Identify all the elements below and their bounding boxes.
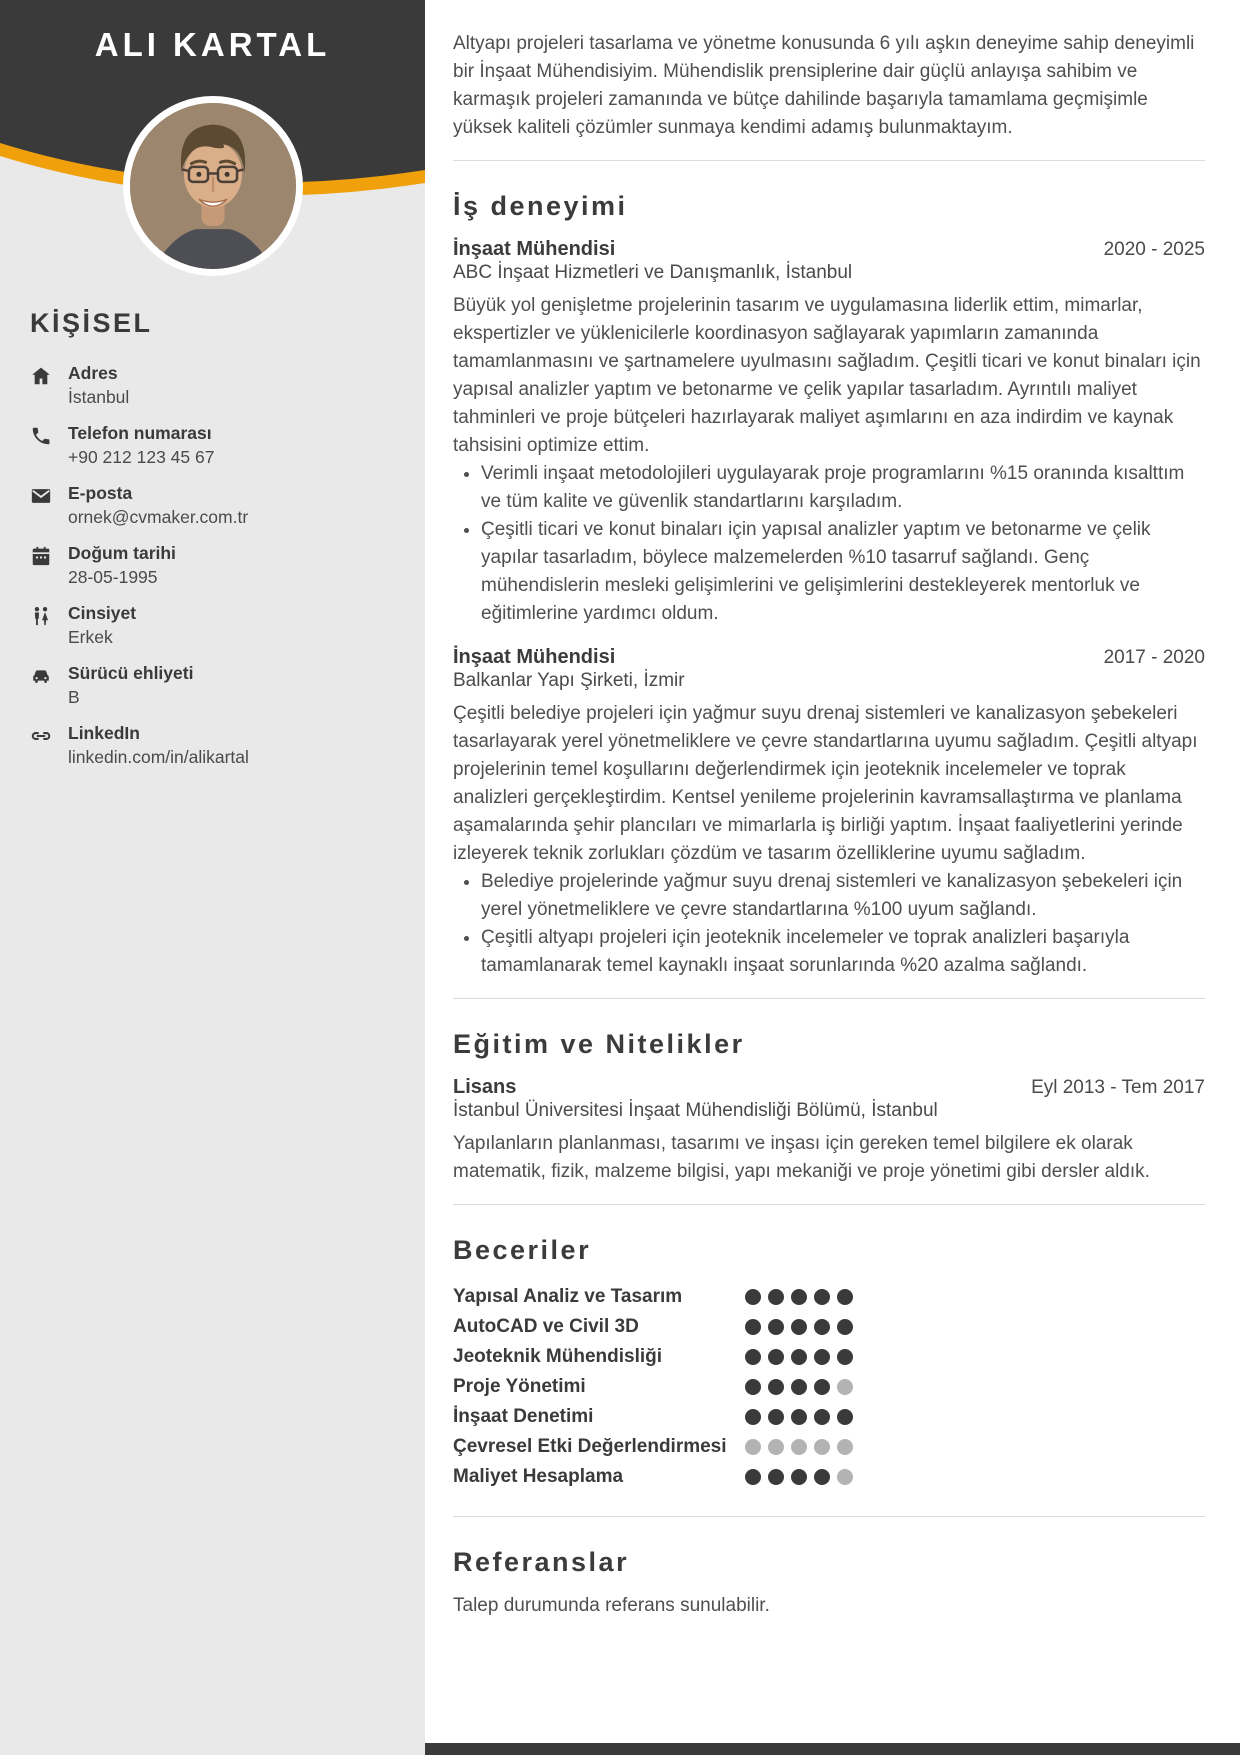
rating-dot	[745, 1439, 761, 1455]
rating-dot	[837, 1409, 853, 1425]
skill-row	[453, 1402, 1205, 1432]
references-section	[453, 1517, 1205, 1620]
rating-dot	[837, 1319, 853, 1335]
contact-label: LinkedIn	[68, 723, 140, 743]
experience-section-title: İş deneyimi	[453, 191, 628, 221]
rating-dot	[814, 1289, 830, 1305]
home-icon	[30, 363, 52, 408]
rating-dot	[837, 1379, 853, 1395]
job-achievement-item: • Belediye projelerinde yağmur suyu drenaj sistemleri ve kanalizasyon şebekeleri için yerel yönetmeliklere ve çevre standartlarına %100 uyum sağlandı.	[481, 868, 1205, 924]
rating-dot	[814, 1379, 830, 1395]
job-achievements	[462, 868, 1205, 980]
job-achievements	[462, 460, 1205, 628]
skill-name: AutoCAD ve Civil 3D	[453, 1316, 639, 1337]
skill-name: Jeoteknik Mühendisliği	[453, 1346, 663, 1367]
skill-rating	[745, 1349, 853, 1365]
skill-name: Maliyet Hesaplama	[453, 1466, 624, 1487]
skill-row	[453, 1432, 1205, 1462]
rating-dot	[768, 1319, 784, 1335]
education-section-title: Eğitim ve Nitelikler	[453, 1029, 745, 1059]
mail-icon	[30, 483, 52, 528]
job-description: Büyük yol genişletme projelerinin tasarım ve uygulamasına liderlik ettim, mimarlar, ekspertizler ve yüklenicilerle koordinasyon sağlayarak yapımların zamanında tamamlanmasını ve şartnamelere uyulmasını sağladım. Çeşitli ticari ve konut binaları için yapısal analizler yaptım ve betonarme ve çelik yapılar tasarladım. Ayrıntılı maliyet tahminleri ve proje bütçeleri hazırlayarak maliyet aşımlarını en aza indirdim ve kaynak tahsisini optimize ettim.	[453, 295, 1201, 456]
job-dates: 2020 - 2025	[1103, 239, 1205, 260]
education-section	[453, 999, 1205, 1186]
job-achievement-item: • Çeşitli ticari ve konut binaları için yapısal analizler yaptım ve betonarme ve çelik yapılar tasarladım, böylece malzemelerden %10 tasarruf sağlandı. Genç mühendislerin mesleki gelişimlerini ve gelişimlerini destekleyerek mentorluk ve eğitimlerine yardımcı oldum.	[481, 516, 1205, 628]
gender-icon	[30, 603, 52, 648]
skill-name: Proje Yönetimi	[453, 1376, 586, 1397]
skill-rating	[745, 1289, 853, 1305]
contact-entry-linkedin	[30, 723, 407, 768]
rating-dot	[745, 1349, 761, 1365]
rating-dot	[745, 1409, 761, 1425]
rating-dot	[768, 1379, 784, 1395]
rating-dot	[791, 1319, 807, 1335]
education-school: İstanbul Üniversitesi İnşaat Mühendisliği Bölümü, İstanbul	[453, 1100, 938, 1121]
rating-dot	[745, 1379, 761, 1395]
rating-dot	[814, 1409, 830, 1425]
references-text: Talep durumunda referans sunulabilir.	[453, 1595, 770, 1616]
personal-section-title: KİŞİSEL	[30, 308, 153, 338]
contact-label: Sürücü ehliyeti	[68, 663, 194, 683]
rating-dot	[814, 1439, 830, 1455]
skill-name: Çevresel Etki Değerlendirmesi	[453, 1436, 727, 1457]
rating-dot	[768, 1289, 784, 1305]
rating-dot	[791, 1439, 807, 1455]
rating-dot	[814, 1319, 830, 1335]
link-icon	[30, 723, 52, 768]
contact-label: Doğum tarihi	[68, 543, 176, 563]
skill-row	[453, 1342, 1205, 1372]
contact-label: Adres	[68, 363, 118, 383]
contact-value: Erkek	[68, 627, 113, 647]
job-entry	[453, 646, 1205, 980]
sidebar	[0, 0, 425, 1755]
phone-icon	[30, 423, 52, 468]
rating-dot	[814, 1469, 830, 1485]
contact-value: B	[68, 687, 80, 707]
job-company: Balkanlar Yapı Şirketi, İzmir	[453, 670, 685, 691]
job-achievement-item: • Çeşitli altyapı projeleri için jeoteknik incelemeler ve toprak analizleri başarıyla tamamlanarak temel kaynaklı inşaat sorunlarında %20 azalma sağlandı.	[481, 924, 1205, 980]
contact-label: Cinsiyet	[68, 603, 137, 623]
job-achievement-item: • Verimli inşaat metodolojileri uygulayarak proje programlarını %15 oranında kısalttım ve tüm kalite ve güvenlik standartlarını karşıladım.	[481, 460, 1205, 516]
contact-value: 28-05-1995	[68, 567, 158, 587]
contact-value: linkedin.com/in/alikartal	[68, 747, 249, 767]
skills-list	[453, 1282, 1205, 1492]
skill-rating	[745, 1379, 853, 1395]
skills-section	[453, 1205, 1205, 1492]
contact-value: ornek@cvmaker.com.tr	[68, 507, 249, 527]
profile-photo-placeholder	[130, 103, 296, 269]
skill-name: Yapısal Analiz ve Tasarım	[453, 1286, 683, 1307]
contact-label: Telefon numarası	[68, 423, 212, 443]
job-role: İnşaat Mühendisi	[453, 646, 616, 668]
rating-dot	[745, 1319, 761, 1335]
skill-rating	[745, 1469, 853, 1485]
car-icon	[30, 663, 52, 708]
skill-name: İnşaat Denetimi	[453, 1406, 594, 1427]
main-content	[425, 0, 1240, 1755]
calendar-icon	[30, 543, 52, 588]
footer-accent-bar	[425, 1743, 1240, 1755]
avatar	[123, 96, 303, 276]
rating-dot	[837, 1289, 853, 1305]
contact-entry-birthdate	[30, 543, 407, 588]
contact-entry-phone	[30, 423, 407, 468]
person-name: ALI KARTAL	[94, 26, 331, 63]
contact-value: +90 212 123 45 67	[68, 447, 215, 467]
rating-dot	[791, 1379, 807, 1395]
rating-dot	[745, 1469, 761, 1485]
skill-row	[453, 1462, 1205, 1492]
rating-dot	[768, 1469, 784, 1485]
rating-dot	[768, 1439, 784, 1455]
contact-value: İstanbul	[68, 387, 130, 407]
references-section-title: Referanslar	[453, 1547, 630, 1577]
skill-row	[453, 1312, 1205, 1342]
rating-dot	[837, 1349, 853, 1365]
job-dates: 2017 - 2020	[1103, 647, 1205, 668]
job-company: ABC İnşaat Hizmetleri ve Danışmanlık, İstanbul	[453, 262, 853, 283]
rating-dot	[791, 1469, 807, 1485]
job-entry	[453, 238, 1205, 628]
rating-dot	[791, 1349, 807, 1365]
rating-dot	[768, 1349, 784, 1365]
job-role: İnşaat Mühendisi	[453, 238, 616, 260]
rating-dot	[791, 1289, 807, 1305]
education-description: Yapılanların planlanması, tasarımı ve inşası için gereken temel bilgilere ek olarak matematik, fizik, malzeme bilgisi, yapı mekaniği ve proje yönetimi gibi dersler aldık.	[453, 1133, 1150, 1182]
rating-dot	[768, 1409, 784, 1425]
contact-entry-address	[30, 363, 407, 408]
contact-entry-driving-license	[30, 663, 407, 708]
personal-section	[0, 308, 425, 783]
job-description: Çeşitli belediye projeleri için yağmur suyu drenaj sistemleri ve kanalizasyon şebekeleri tasarlayarak yerel yönetmeliklere ve çevre standartlarına uyumu sağladım. Çeşitli altyapı projelerinin temel koşullarını değerlendirmek için jeoteknik incelemeler ve toprak analizleri gerçekleştirdim. Kentsel yenileme projelerinin kavramsallaştırma ve planlama aşamalarında şehir plancıları ve mimarlarla iş birliği yaptım. İnşaat faaliyetlerini yerinde izleyerek teknik zorlukları çözdüm ve tasarım özelliklerine uyumu sağladım.	[453, 703, 1198, 864]
experience-section	[453, 161, 1205, 980]
skill-rating	[745, 1439, 853, 1455]
rating-dot	[837, 1439, 853, 1455]
rating-dot	[745, 1289, 761, 1305]
contact-label: E-posta	[68, 483, 133, 503]
education-dates: Eyl 2013 - Tem 2017	[1031, 1077, 1205, 1098]
rating-dot	[791, 1409, 807, 1425]
contact-entry-gender	[30, 603, 407, 648]
rating-dot	[837, 1469, 853, 1485]
skill-rating	[745, 1319, 853, 1335]
profile-summary: Altyapı projeleri tasarlama ve yönetme konusunda 6 yılı aşkın deneyime sahip deneyimli bir İnşaat Mühendisiyim. Mühendislik prensiplerine dair güçlü anlayışa sahibim ve karmaşık projeleri zamanında ve bütçe dahilinde başarıyla tamamlama geçmişimle yüksek kaliteli çözümler sunmaya kendimi adamış bulunmaktayım.	[453, 33, 1195, 138]
education-degree: Lisans	[453, 1076, 517, 1098]
skill-row	[453, 1282, 1205, 1312]
contact-entry-email	[30, 483, 407, 528]
rating-dot	[814, 1349, 830, 1365]
skill-row	[453, 1372, 1205, 1402]
skills-section-title: Beceriler	[453, 1235, 592, 1265]
skill-rating	[745, 1409, 853, 1425]
